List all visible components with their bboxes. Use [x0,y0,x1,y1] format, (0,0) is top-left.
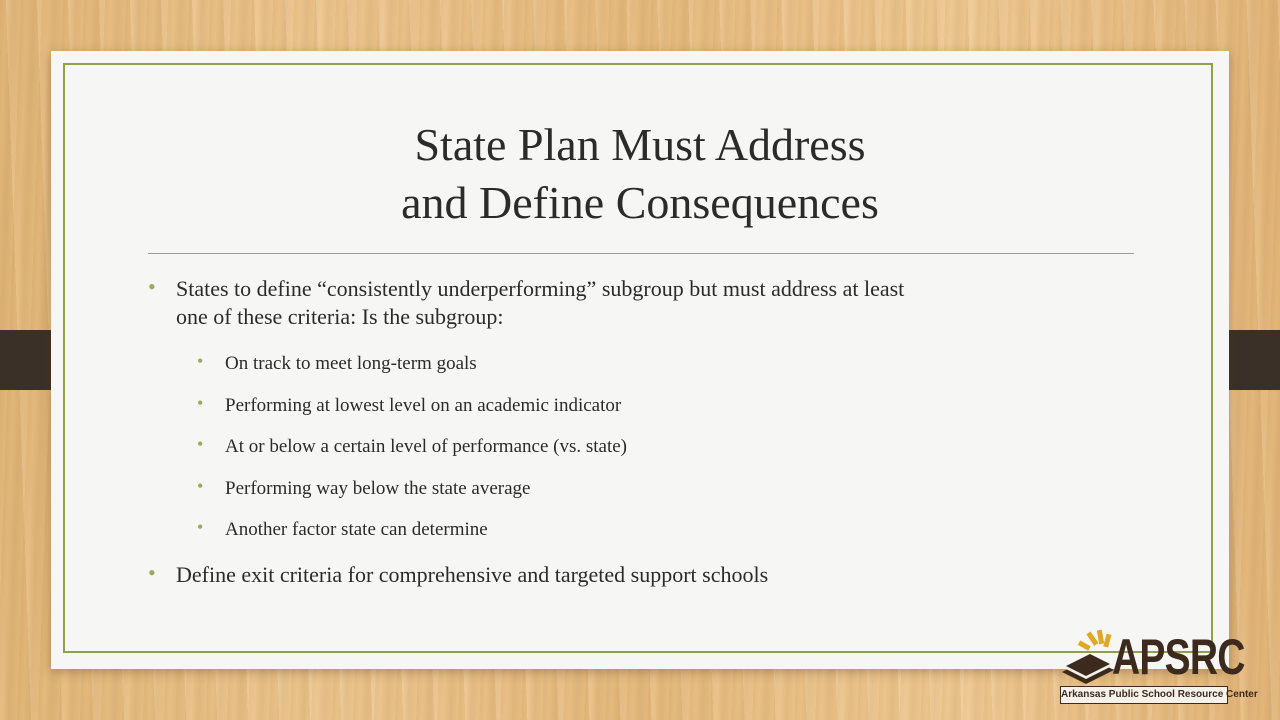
sub-bullet-text: Performing at lowest level on an academic indicator [225,395,622,416]
sub-bullet-text: Another factor state can determine [225,519,488,540]
sub-bullet-dot-icon: • [197,517,204,537]
bullet-dot-icon: • [148,560,156,585]
slide-title-line-2: and Define Consequences [401,177,879,228]
bullet-item [148,274,1036,331]
bullet-text-line-2: one of these criteria: Is the subgroup: [176,304,504,329]
slide-title-line-1: State Plan Must Address [414,119,866,170]
sub-bullet-dot-icon: • [197,393,204,413]
sub-bullet-item [197,517,985,542]
logo-subtitle: Arkansas Public School Resource Center [1060,686,1228,704]
sub-bullet-text: At or below a certain level of performance (vs. state) [225,436,627,457]
sub-bullet-dot-icon: • [197,434,204,454]
bullet-dot-icon: • [148,274,156,299]
sub-bullet-item [197,393,985,418]
book-icon [1060,628,1118,686]
apsrc-logo [1060,628,1258,706]
sub-bullet-dot-icon: • [197,476,204,496]
logo-wordmark: APSRC [1112,629,1245,685]
sub-bullet-text: Performing way below the state average [225,478,531,499]
sub-bullet-item [197,476,985,501]
sub-bullet-item [197,434,985,459]
bullet-item [148,560,1036,589]
bullet-text: Define exit criteria for comprehensive and targeted support schools [176,562,769,587]
sub-bullet-text: On track to meet long-term goals [225,353,477,374]
sub-bullet-dot-icon: • [197,351,204,371]
bullet-text-line-1: States to define “consistently underperforming” subgroup but must address at least [176,276,905,301]
sub-bullet-item [197,351,985,376]
